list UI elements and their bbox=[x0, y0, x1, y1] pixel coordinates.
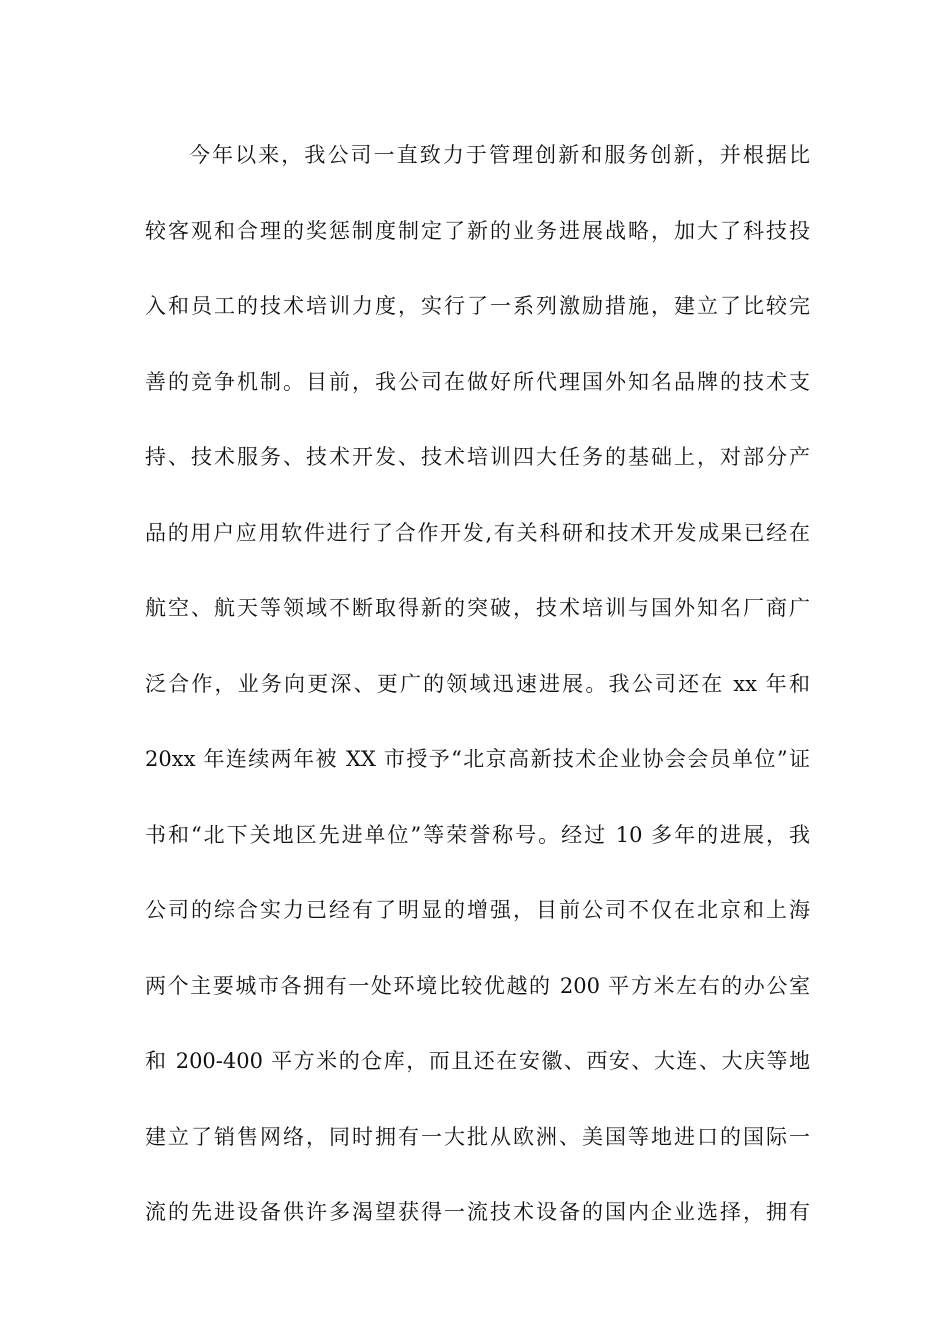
paragraph-line-4: 善的竞争机制。目前，我公司在做好所代理国外知名品牌的技术支 bbox=[145, 369, 810, 394]
paragraph-line-7: 航空、航天等领域不断取得新的突破，技术培训与国外知名厂商广 bbox=[145, 596, 810, 620]
paragraph-line-1: 今年以来，我公司一直致力于管理创新和服务创新，并根据比 bbox=[189, 143, 810, 167]
paragraph-line-15: 流的先进设备供许多渴望获得一流技术设备的国内企业选择，拥有 bbox=[145, 1200, 810, 1224]
body-paragraph bbox=[145, 134, 810, 1267]
paragraph-line-3: 入和员工的技术培训力度，实行了一系列激励措施，建立了比较完 bbox=[145, 294, 810, 318]
paragraph-line-9: 20xx 年连续两年被 XX 市授予“北京高新技术企业协会会员单位”证 bbox=[145, 747, 810, 771]
paragraph-line-10: 书和“北下关地区先进单位”等荣誉称号。经过 10 多年的进展，我 bbox=[145, 822, 810, 847]
paragraph-line-5: 持、技术服务、技术开发、技术培训四大任务的基础上，对部分产 bbox=[145, 445, 810, 469]
paragraph-line-6: 品的用户应用软件进行了合作开发,有关科研和技术开发成果已经在 bbox=[145, 520, 810, 545]
paragraph-line-2: 较客观和合理的奖惩制度制定了新的业务进展战略，加大了科技投 bbox=[145, 218, 810, 243]
paragraph-line-12: 两个主要城市各拥有一处环境比较优越的 200 平方米左右的办公室 bbox=[145, 973, 810, 998]
paragraph-line-11: 公司的综合实力已经有了明显的增强，目前公司不仅在北京和上海 bbox=[145, 898, 810, 922]
paragraph-line-14: 建立了销售网络，同时拥有一大批从欧洲、美国等地进口的国际一 bbox=[145, 1124, 810, 1149]
paragraph-line-13: 和 200-400 平方米的仓库，而且还在安徽、西安、大连、大庆等地 bbox=[145, 1049, 810, 1073]
paragraph-line-8: 泛合作，业务向更深、更广的领域迅速进展。我公司还在 xx 年和 bbox=[145, 671, 810, 696]
